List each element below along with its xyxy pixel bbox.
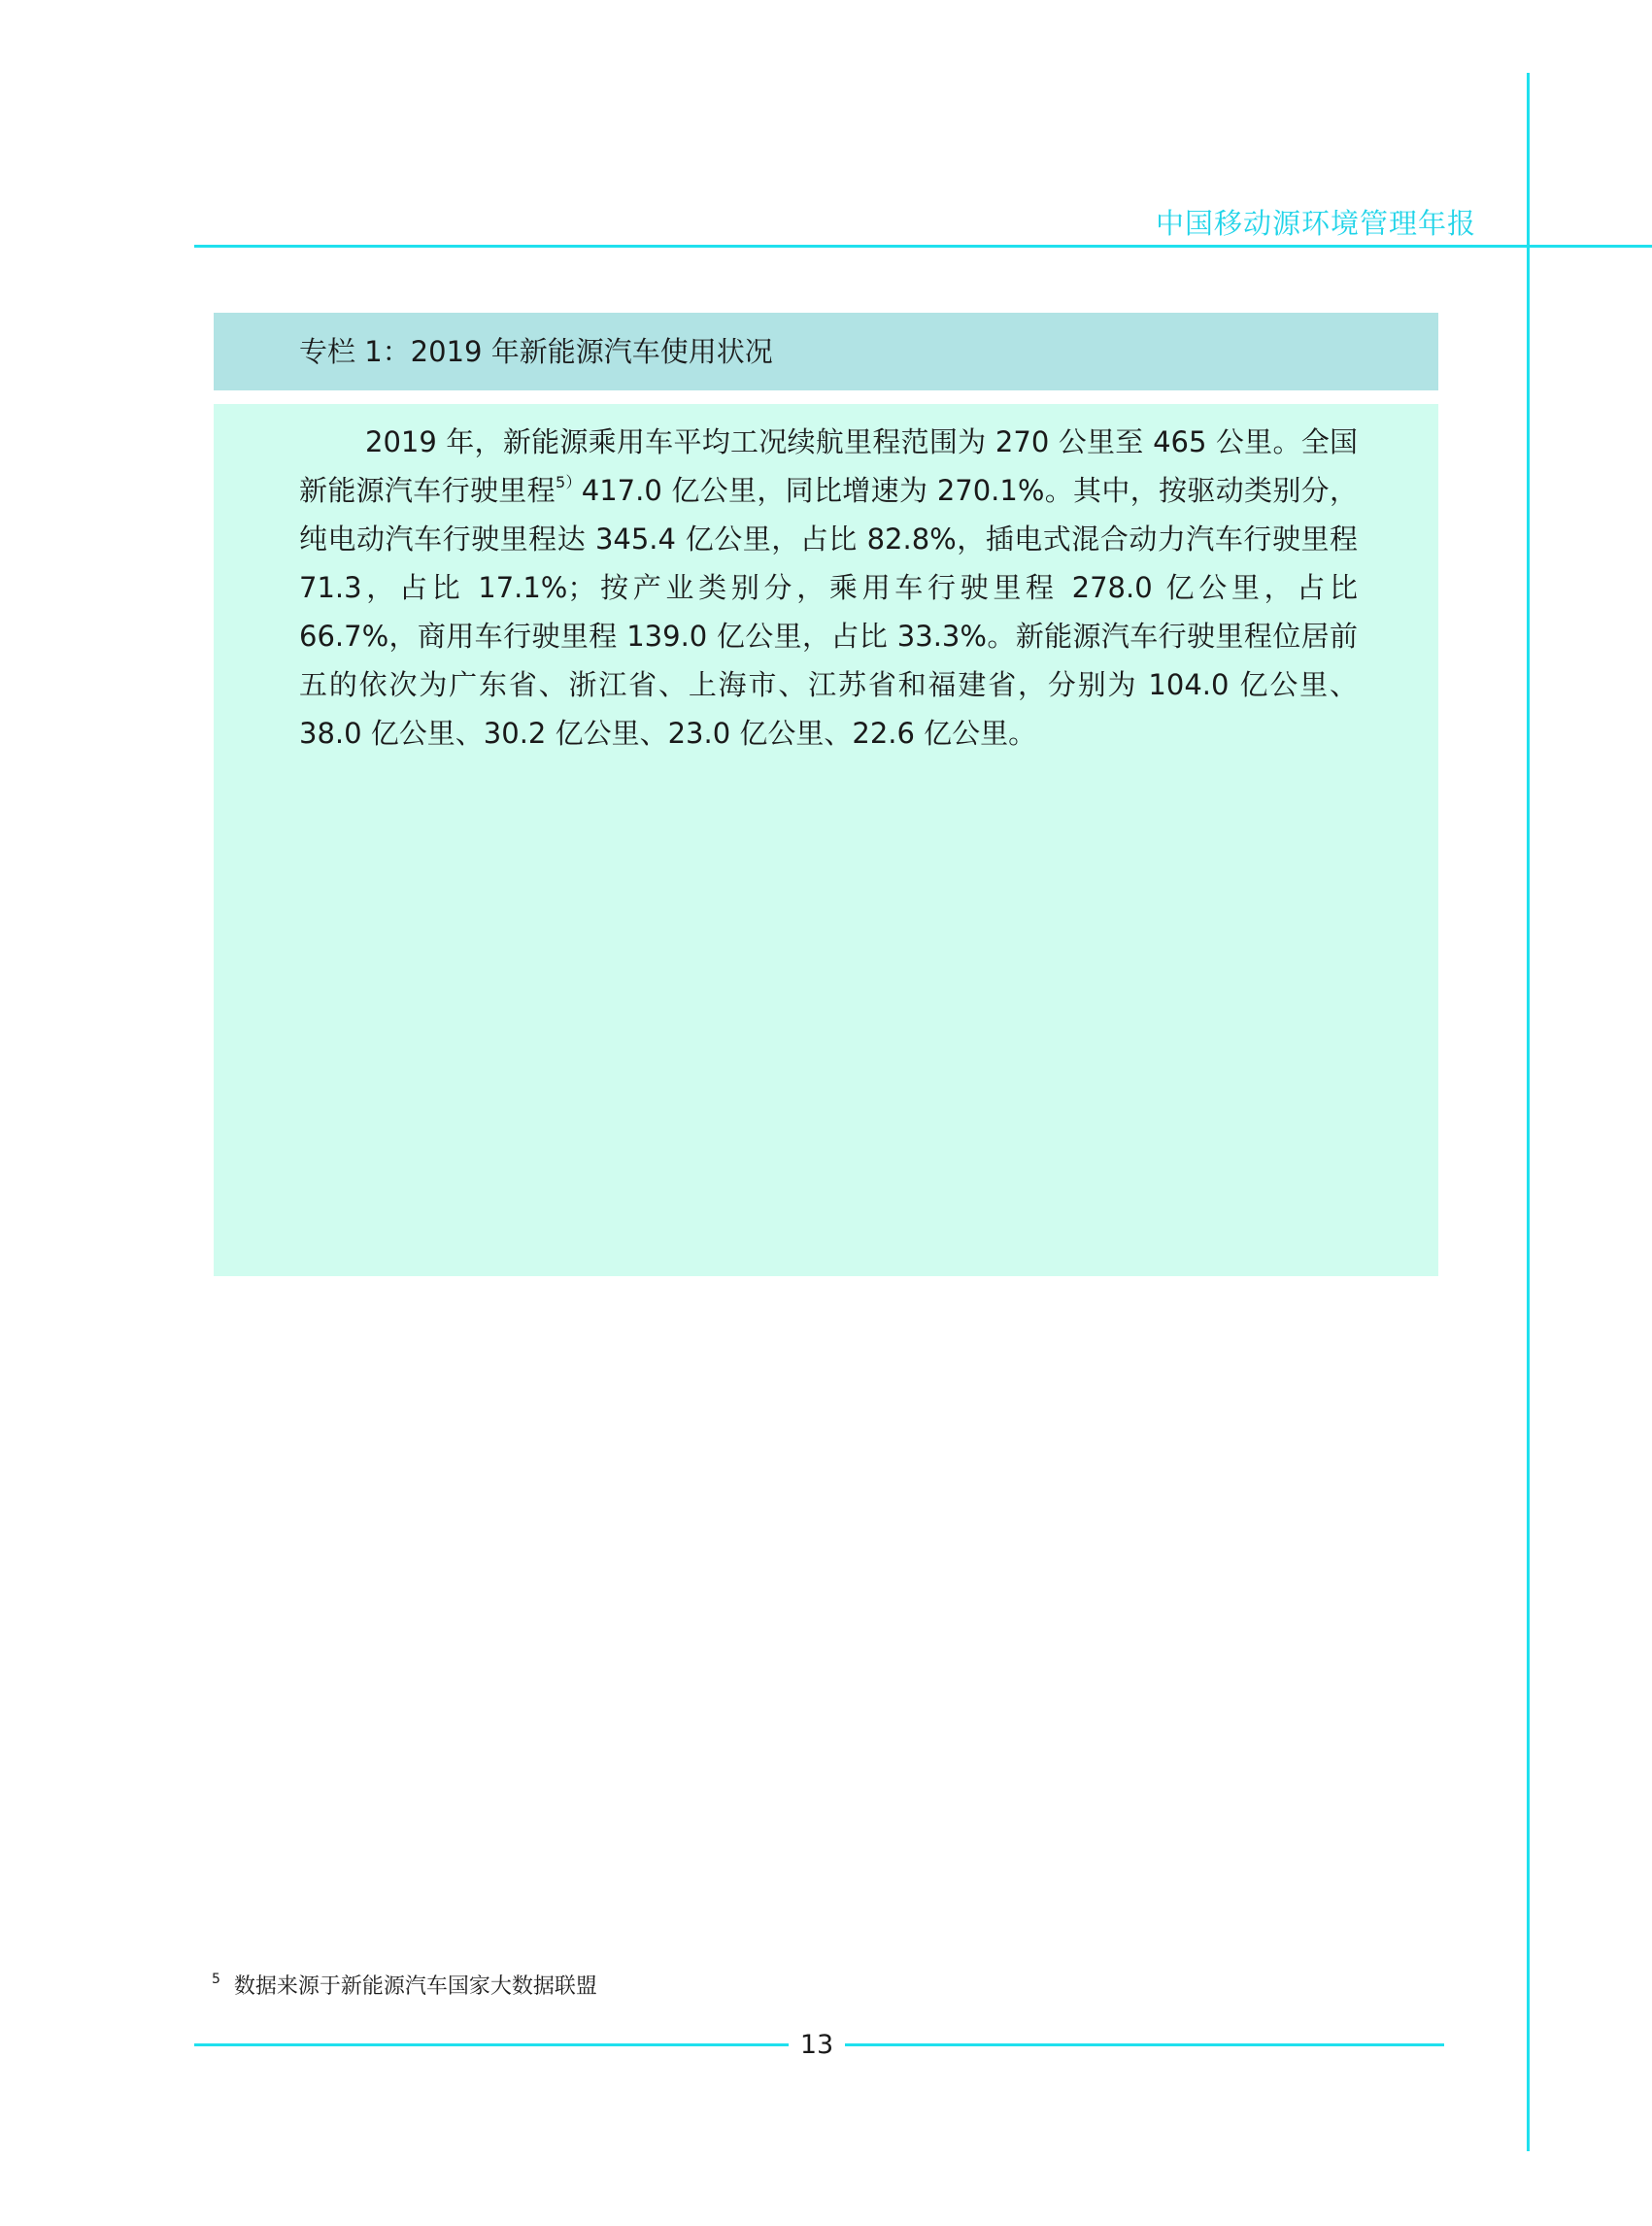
footer-rule-right — [845, 2043, 1444, 2046]
column-box-title-bar — [214, 313, 1438, 390]
page-number: 13 — [799, 2030, 834, 2060]
footnote-mark: 5 — [212, 1972, 220, 1987]
column-box-body — [214, 404, 1438, 1276]
column-box-title: 专栏 1：2019 年新能源汽车使用状况 — [299, 335, 773, 368]
paragraph-text-part-2: 417.0 亿公里，同比增速为 270.1%。其中，按驱动类别分，纯电动汽车行驶里程达 345.4 亿公里，占比 82.8%，插电式混合动力汽车行驶里程 71.3，占比 17.1%；按产业类别分，乘用车行驶里程 278.0 亿公里，占比 66.7%，商用车行驶里程 139.0 亿公里，占比 33.3%。新能源汽车行驶里程位居前五的依次为广东省、浙江省、上海市、江苏省和福建省，分别为 104.0 亿公里、38.0 亿公里、30.2 亿公里、23.0 亿公里、22.6 亿公里。 — [299, 474, 1358, 750]
right-margin-rule — [1527, 73, 1530, 2151]
paragraph-text-part-1: 2019 年，新能源乘用车平均工况续航里程范围为 270 公里至 465 公里。全国新能源汽车行驶里程 — [299, 425, 1358, 507]
column-box-paragraph — [299, 418, 1358, 758]
footnote-text: 数据来源于新能源汽车国家大数据联盟 — [233, 1974, 597, 1999]
footnote — [212, 1970, 597, 2000]
header-rule — [194, 245, 1652, 248]
footnote-reference: 5） — [555, 473, 582, 491]
footer-rule-left — [194, 2043, 789, 2046]
running-header-title: 中国移动源环境管理年报 — [1155, 207, 1476, 240]
